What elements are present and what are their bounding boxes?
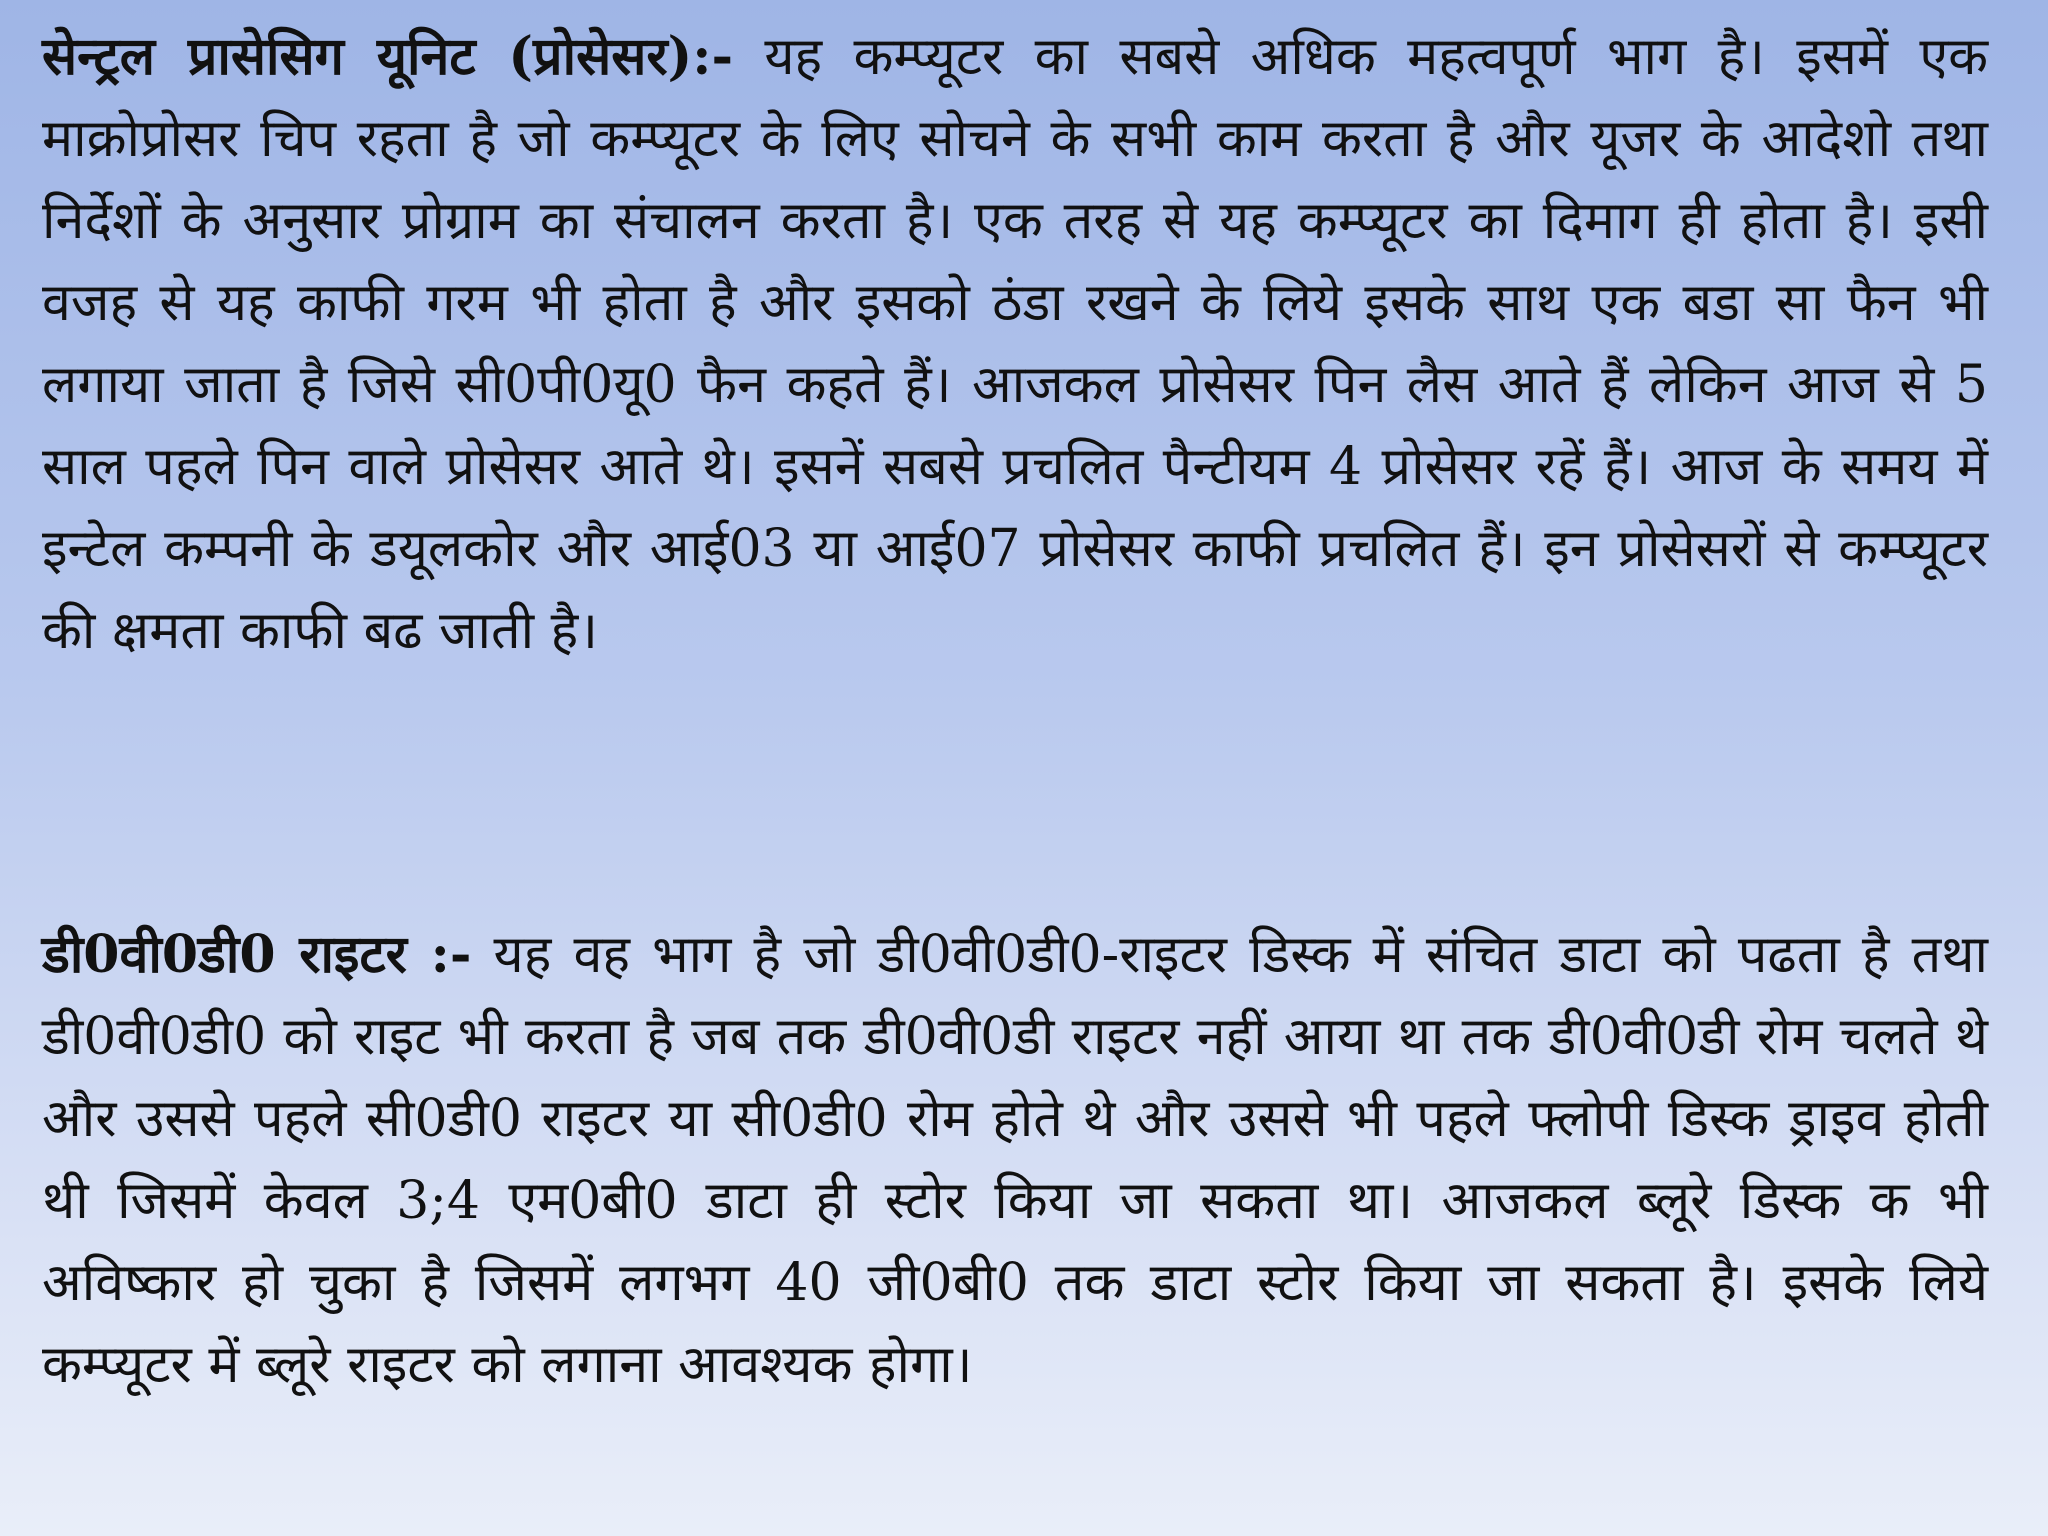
cpu-heading: सेन्ट्रल प्रासेसिग यूनिट (प्रोसेसर):- <box>42 26 734 87</box>
dvd-writer-heading: डी0वी0डी0 राइटर :- <box>42 924 472 985</box>
cpu-paragraph <box>42 16 1988 672</box>
dvd-writer-paragraph <box>42 914 1988 1406</box>
cpu-body: यह कम्प्यूटर का सबसे अधिक महत्वपूर्ण भाग है। इसमें एक माक्रोप्रोसर चिप रहता है जो कम्प्यूटर के लिए सोचने के सभी काम करता है और यूजर के आदेशो तथा निर्देशों के अनुसार प्रोग्राम का संचालन करता है। एक तरह से यह कम्प्यूटर का दिमाग ही होता है। इसी वजह से यह काफी गरम भी होता है और इसको ठंडा रखने के लिये इसके साथ एक बडा सा फैन भी लगाया जाता है जिसे सी0पी0यू0 फैन कहते हैं। आजकल प्रोसेसर पिन लैस आते हैं लेकिन आज से 5 साल पहले पिन वाले प्रोसेसर आते थे। इसनें सबसे प्रचलित पैन्टीयम 4 प्रोसेसर रहें हैं। आज के समय में इन्टेल कम्पनी के डयूलकोर और आई03 या आई07 प्रोसेसर काफी प्रचलित हैं। इन प्रोसेसरों से कम्प्यूटर की क्षमता काफी बढ जाती है। <box>42 27 1989 661</box>
dvd-writer-body: यह वह भाग है जो डी0वी0डी0-राइटर डिस्क में संचित डाटा को पढता है तथा डी0वी0डी0 को राइट भी करता है जब तक डी0वी0डी राइटर नहीं आया था तक डी0वी0डी रोम चलते थे और उससे पहले सी0डी0 राइटर या सी0डी0 रोम होते थे और उससे भी पहले फ्लोपी डिस्क ड्राइव होती थी जिसमें केवल 3;4 एम0बी0 डाटा ही स्टोर किया जा सकता था। आजकल ब्लूरे डिस्क क भी अविष्कार हो चुका है जिसमें लगभग 40 जी0बी0 तक डाटा स्टोर किया जा सकता है। इसके लिये कम्प्यूटर में ब्लूरे राइटर को लगाना आवश्यक होगा। <box>42 925 1988 1395</box>
